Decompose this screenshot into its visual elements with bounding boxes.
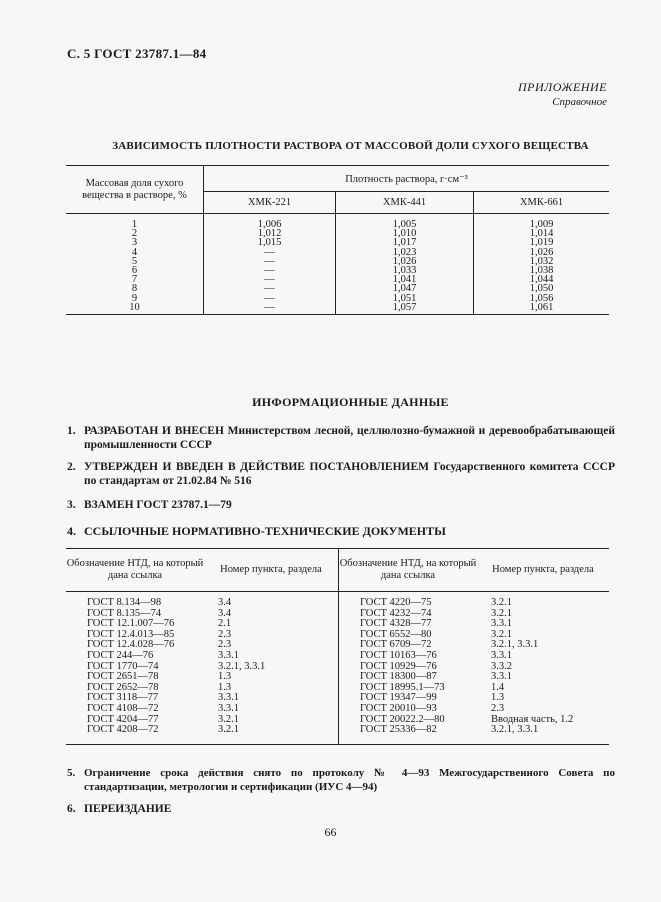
density-cell: 1,041 [392, 274, 417, 286]
info-item-3: 3. ВЗАМЕН ГОСТ 23787.1—79 [67, 499, 232, 511]
ref-doc-cell: ГОСТ 2651—78 [87, 671, 159, 683]
density-cell: 1,006 [257, 219, 282, 230]
ref-section-cell: 3.2.1, 3.3.1 [218, 660, 266, 672]
density-cell: 1,014 [529, 228, 554, 240]
density-cell: 1,033 [392, 264, 417, 276]
ref-header-section-right: Номер пункта, раздела [477, 549, 609, 592]
ref-header-section-left: Номер пункта, раздела [204, 549, 339, 592]
appendix-title: ПРИЛОЖЕНИЕ [518, 80, 607, 94]
ref-doc-cell: ГОСТ 2652—78 [87, 681, 159, 693]
fraction-cell: 4 [131, 246, 138, 258]
ref-doc-cell: ГОСТ 4204—77 [87, 713, 159, 725]
ref-section-cell: 2.3 [218, 639, 232, 651]
density-cell: 1,050 [529, 283, 554, 295]
col-header-xmk221: ХМК-221 [204, 192, 336, 214]
info-item-5: 5. Ограничение срока действия снято по протоколу № 4—93 Межгосударственного Совета по стандартизации, метрологии и сертификации (ИУС 4—94) [67, 767, 615, 793]
density-cell: 1,047 [392, 283, 417, 295]
ref-doc-cell: ГОСТ 4232—74 [360, 607, 432, 619]
ref-section-cell: 3.2.1 [491, 628, 512, 640]
ref-section-cell: 3.4 [218, 607, 232, 619]
fraction-cell: 2 [131, 228, 138, 240]
ref-section-cell: 1.3 [218, 681, 232, 693]
ref-doc-cell: ГОСТ 12.1.007—76 [87, 618, 175, 630]
density-cell: 1,026 [392, 255, 417, 267]
density-table [66, 165, 609, 315]
references-table [66, 548, 609, 745]
density-cell: — [264, 292, 275, 304]
ref-doc-cell: ГОСТ 1770—74 [87, 660, 159, 672]
density-table-title: ЗАВИСИМОСТЬ ПЛОТНОСТИ РАСТВОРА ОТ МАССОВОЙ ДОЛИ СУХОГО ВЕЩЕСТВА [112, 140, 589, 152]
ref-doc-cell: ГОСТ 244—76 [87, 649, 154, 661]
fraction-cell: 5 [131, 255, 138, 267]
density-cell: 1,056 [529, 292, 554, 304]
ref-section-cell: 3.3.1 [218, 649, 239, 661]
ref-section-cell: 3.2.1, 3.3.1 [491, 724, 539, 736]
ref-section-cell: 3.3.2 [491, 660, 512, 672]
appendix-label [518, 80, 607, 108]
density-cell: 1,044 [529, 274, 554, 286]
ref-section-cell: 3.3.1 [218, 702, 239, 714]
density-cell: — [264, 283, 275, 295]
ref-section-cell: Вводная часть, 1.2 [491, 713, 574, 725]
ref-section-cell: 2.3 [218, 628, 232, 640]
col-header-xmk661: ХМК-661 [474, 192, 610, 214]
density-cell: — [264, 246, 275, 258]
density-cell: — [264, 274, 275, 286]
ref-header-doc-left: Обозначение НТД, на который дана ссылка [66, 549, 204, 592]
ref-section-cell: 3.3.1 [218, 692, 239, 704]
ref-doc-cell: ГОСТ 19347—99 [360, 692, 437, 704]
density-cell: 1,015 [257, 237, 282, 249]
ref-sections-right [477, 592, 609, 745]
density-cell: 1,017 [392, 237, 417, 249]
fraction-column [66, 214, 204, 315]
col-header-density: Плотность раствора, г·см⁻³ [204, 166, 610, 192]
info-item-1: 1. РАЗРАБОТАН И ВНЕСЕН Министерством лесной, целлюлозно-бумажной и деревообрабатывающей промышленности СССР [67, 425, 615, 451]
ref-section-cell: 1.3 [218, 671, 232, 683]
ref-docs-left [66, 592, 204, 745]
fraction-cell: 1 [131, 219, 138, 230]
density-cell: 1,019 [529, 237, 554, 249]
fraction-cell: 3 [131, 237, 138, 249]
xmk221-column [204, 214, 336, 315]
ref-doc-cell: ГОСТ 25336—82 [360, 724, 437, 736]
density-cell: — [264, 255, 275, 267]
density-cell: 1,009 [529, 219, 554, 230]
density-cell: 1,038 [529, 264, 554, 276]
ref-doc-cell: ГОСТ 18300—87 [360, 671, 437, 683]
fraction-cell: 8 [131, 283, 138, 295]
ref-section-cell: 2.3 [491, 702, 505, 714]
ref-section-cell: 2.1 [218, 618, 232, 630]
ref-section-cell: 1.3 [491, 692, 505, 704]
ref-docs-right [339, 592, 478, 745]
fraction-cell: 10 [129, 301, 140, 313]
ref-sections-left [204, 592, 339, 745]
ref-header-doc-right: Обозначение НТД, на который дана ссылка [339, 549, 478, 592]
ref-section-cell: 3.2.1, 3.3.1 [491, 639, 539, 651]
xmk661-column [474, 214, 610, 315]
ref-doc-cell: ГОСТ 20010—93 [360, 702, 437, 714]
density-cell: 1,051 [392, 292, 417, 304]
ref-doc-cell: ГОСТ 18995.1—73 [360, 681, 445, 693]
ref-doc-cell: ГОСТ 4328—77 [360, 618, 432, 630]
ref-doc-cell: ГОСТ 6552—80 [360, 628, 432, 640]
info-item-2: 2. УТВЕРЖДЕН И ВВЕДЕН В ДЕЙСТВИЕ ПОСТАНОВЛЕНИЕМ Государственного комитета СССР по стандартам от 21.02.84 № 516 [67, 461, 615, 487]
info-item-4: 4. ССЫЛОЧНЫЕ НОРМАТИВНО-ТЕХНИЧЕСКИЕ ДОКУМЕНТЫ [67, 524, 446, 538]
ref-doc-cell: ГОСТ 10929—76 [360, 660, 437, 672]
ref-doc-cell: ГОСТ 10163—76 [360, 649, 437, 661]
density-cell: — [264, 301, 275, 313]
density-cell: 1,012 [257, 228, 282, 240]
density-cell: 1,005 [392, 219, 417, 230]
ref-doc-cell: ГОСТ 4220—75 [360, 597, 432, 608]
ref-section-cell: 3.4 [218, 597, 232, 608]
density-cell: 1,026 [529, 246, 554, 258]
density-cell: 1,061 [529, 301, 554, 313]
ref-doc-cell: ГОСТ 4208—72 [87, 724, 159, 736]
fraction-cell: 7 [131, 274, 138, 286]
ref-section-cell: 3.2.1 [491, 607, 512, 619]
appendix-subtitle: Справочное [552, 96, 607, 108]
info-item-6: 6. ПЕРЕИЗДАНИЕ [67, 803, 172, 815]
ref-section-cell: 1.4 [491, 681, 505, 693]
ref-section-cell: 3.3.1 [491, 618, 512, 630]
ref-doc-cell: ГОСТ 8.134—98 [87, 597, 162, 608]
col-header-fraction: Массовая доля сухого вещества в растворе, % [66, 166, 204, 214]
density-cell: 1,057 [392, 301, 417, 313]
fraction-cell: 6 [131, 264, 138, 276]
ref-doc-cell: ГОСТ 3118—77 [87, 692, 159, 704]
ref-doc-cell: ГОСТ 12.4.028—76 [87, 639, 175, 651]
ref-section-cell: 3.2.1 [218, 724, 239, 736]
ref-doc-cell: ГОСТ 6709—72 [360, 639, 432, 651]
ref-doc-cell: ГОСТ 20022.2—80 [360, 713, 445, 725]
col-header-xmk441: ХМК-441 [336, 192, 474, 214]
ref-doc-cell: ГОСТ 4108—72 [87, 702, 159, 714]
ref-section-cell: 3.2.1 [218, 713, 239, 725]
fraction-cell: 9 [131, 292, 138, 304]
info-title: ИНФОРМАЦИОННЫЕ ДАННЫЕ [252, 395, 449, 409]
ref-doc-cell: ГОСТ 8.135—74 [87, 607, 162, 619]
page-number: 66 [324, 825, 337, 839]
ref-section-cell: 3.3.1 [491, 649, 512, 661]
density-cell: 1,023 [392, 246, 417, 258]
ref-section-cell: 3.3.1 [491, 671, 512, 683]
density-cell: — [264, 264, 275, 276]
ref-doc-cell: ГОСТ 12.4.013—85 [87, 628, 175, 640]
density-cell: 1,010 [392, 228, 417, 240]
density-cell: 1,032 [529, 255, 554, 267]
xmk441-column [336, 214, 474, 315]
page-header: С. 5 ГОСТ 23787.1—84 [67, 46, 207, 61]
ref-section-cell: 3.2.1 [491, 597, 512, 608]
